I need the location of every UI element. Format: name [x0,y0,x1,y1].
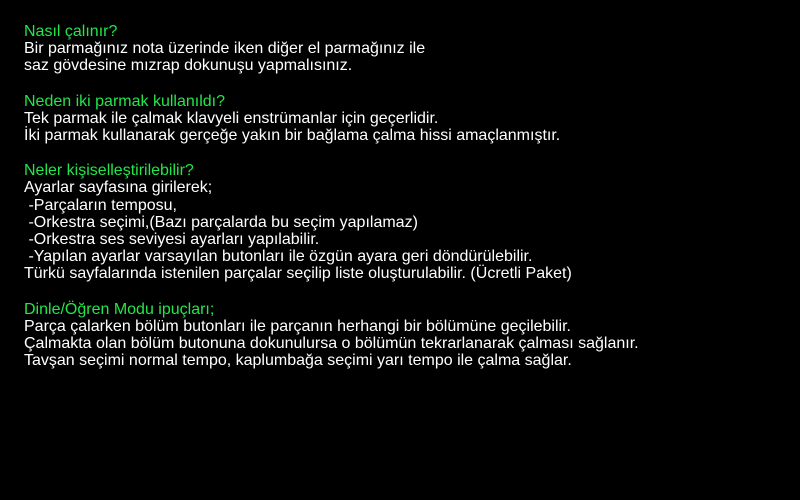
help-text-panel [24,23,784,387]
section-text-line: Türkü sayfalarında istenilen parçalar seçilip liste oluşturulabilir. (Ücretli Paket) [24,265,572,283]
section-text-line: Parça çalarken bölüm butonları ile parçanın herhangi bir bölümüne geçilebilir. [24,317,571,335]
section-text-line: Çalmakta olan bölüm butonuna dokunulursa o bölümün tekrarlanarak çalması sağlanır. [24,335,639,353]
section-text-line: -Yapılan ayarlar varsayılan butonları ile özgün ayara geri döndürülebilir. [24,248,533,266]
help-section-two-fingers [24,93,784,145]
section-text-line: -Parçaların temposu, [24,196,177,214]
section-text-line: -Orkestra seçimi,(Bazı parçalarda bu seçim yapılamaz) [24,213,418,231]
section-text-line: Ayarlar sayfasına girilerek; [24,179,213,197]
section-heading: Neler kişiselleştirilebilir? [24,162,194,180]
section-text-line: -Orkestra ses seviyesi ayarları yapılabilir. [24,231,320,249]
section-text-line: saz gövdesine mızrap dokunuşu yapmalısınız. [24,57,353,75]
section-text-line: Bir parmağınız nota üzerinde iken diğer el parmağınız ile [24,40,426,58]
section-heading: Neden iki parmak kullanıldı? [24,92,225,110]
section-heading: Dinle/Öğren Modu ipuçları; [24,300,215,318]
section-text-line: Tek parmak ile çalmak klavyeli enstrümanlar için geçerlidir. [24,109,439,127]
help-section-customization [24,162,784,282]
help-section-how-to-play [24,23,784,75]
help-section-listen-learn-tips [24,301,784,370]
section-text-line: İki parmak kullanarak gerçeğe yakın bir bağlama çalma hissi amaçlanmıştır. [24,127,561,145]
section-text-line: Tavşan seçimi normal tempo, kaplumbağa seçimi yarı tempo ile çalma sağlar. [24,352,572,370]
section-heading: Nasıl çalınır? [24,23,118,40]
